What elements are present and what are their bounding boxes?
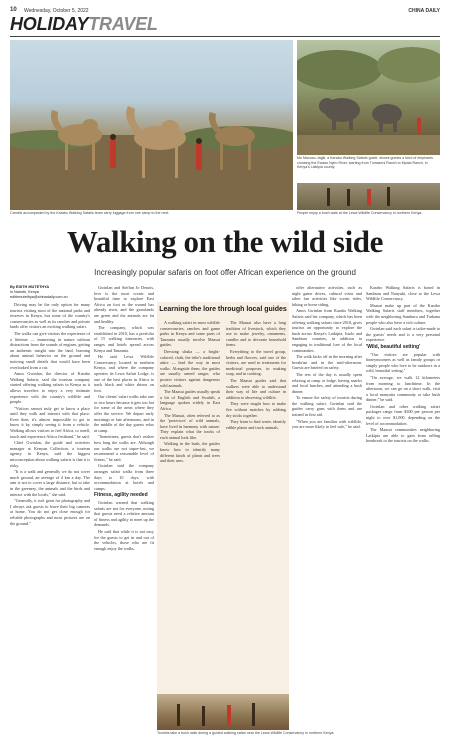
- wild-setting-subheading: 'Wild, beautiful setting': [366, 343, 421, 350]
- bush-walk-caption: People enjoy a bush walk at the Lewa Wildlife Conservancy in northern Kenya.: [297, 211, 423, 215]
- page-number: 10: [10, 7, 17, 13]
- sidebar-column-2: [226, 320, 286, 690]
- article-column-6: [366, 285, 440, 733]
- paragraph: The Maasai communities neighboring Laikipia are able to gain from selling beadwork to the tourists on the walks.: [366, 427, 440, 444]
- byline-location: in Nairobi, Kenya: [10, 289, 39, 294]
- newspaper-name: CHINA DAILY: [408, 8, 440, 14]
- byline-email: edithmutethya@chinadaily.com.cn: [10, 294, 68, 299]
- paragraph: They were taught how to make fire without matches by rubbing dry sticks together.: [226, 401, 286, 418]
- paragraph: "Sometimes, guests don't realize how long the walks are. Although our walks are not super-fast, we recommend a reasonable level of fitness," he said.: [94, 434, 154, 462]
- paragraph: The Maasai guides said that walkers were able to understand their way of life and culture in addition to observing wildlife.: [226, 377, 286, 400]
- byline-author: By EDITH MUTETHYA: [10, 285, 50, 289]
- paragraph: The Maasai also have a long tradition of livestock, which they use to make jewelry, ornaments, candles and to decorate household items.: [226, 320, 286, 348]
- paragraph: To ensure the safety of tourists during the walking safari, Gwinlan said the guides carry guns with them and are trained in first aid.: [292, 395, 362, 418]
- paragraph: "When you are familiar with wildlife, you are more likely to feel safe," he said.: [292, 418, 362, 430]
- paragraph: He said that while it is not easy for the guests to get in and out of the vehicles, those who are fit enough enjoy the walks.: [94, 528, 154, 551]
- camel-caravan-photo: [10, 40, 293, 210]
- section-title: [10, 14, 158, 35]
- paragraph: Maasai make up part of the Karabo Walking Safaris staff members, together with the neighboring Samburu and Turkana people who also have a rich culture.: [366, 302, 440, 325]
- paragraph: Walking in the bush, the guides know how to identify many different kinds of plants and trees and their uses.: [160, 441, 220, 464]
- paragraph: "Visitors cannot truly get to know a place until they walk and interact with that place. Even then, it's almost impossible to get to know it by simply seeing it from a vehicle. Walking allows visitors to feel Africa, to smell, touch and experience Africa firsthand," he said.: [10, 405, 90, 439]
- paragraph: Driving may be the only option for many tourists visiting most of the national parks and reserves in Kenya, but some of the country's conservancies as well as its ranches and private lands offer visitors an exciting walking safari.: [10, 302, 90, 330]
- sidebar-title: Learning the lore through local guides: [159, 306, 287, 313]
- paragraph: The walks can give visitors the experience of a lifetime — immersing in nature without distractions from the sounds of engines, getting an authentic insight into the land, learning about animal behavior on the ground and noticing small details that would have been overlooked from a car.: [10, 330, 90, 370]
- paragraph: Gwinlan said the company arranges safari walks from three days to 10 days, with accommodation at hotels and camps.: [94, 463, 154, 491]
- paragraph: The company, which was established in 2010, has a portfolio of 15 walking itineraries, with ranges and hotels spread across Kenya and Tanzania.: [94, 325, 154, 353]
- paragraph: "On average, we walk 12 kilometers from morning to lunchtime. In the afternoon, we can go on a short walk, visit a local manyatta community or take bush dinner," he said.: [366, 374, 440, 403]
- paragraph: Gwinlan and Steffan Jo Denois, love is the most scenic and beautiful time to explore East Africa on foot as the wound has already risen, and the grasslands are green and the animals are fat and healthy.: [94, 285, 154, 324]
- sidebar-photo: [157, 694, 289, 730]
- header-rule: [10, 36, 440, 37]
- issue-date: Wednesday, October 5, 2022: [24, 8, 89, 14]
- paragraph: Chief Gwinlan, the guide and activities manager at Kenyan Collection, a tourism agency in Kenya, said the biggest misconception about walking safaris is that it is risky.: [10, 440, 90, 468]
- article-column-5: [292, 285, 362, 733]
- article-column-2: [94, 285, 154, 733]
- paragraph: Dressing shuka — a bright-colored, cloth, the tribe's traditional attire — lead the way in most walks. Alongside them, the guides are usually armed ranger, who protect visitors against dangerous wild animals.: [160, 348, 220, 388]
- paragraph: Karabo Walking Safaris is based in Samburu and Nanyuki, close to the Lewa Wildlife Conservancy.: [366, 285, 440, 302]
- paragraph: "It is a walk and generally we do not cover much ground, an average of 4 km a day. The aim is not to cover a large distance, but to take in the greenery, the animals and the birds and interact with the locals," she said.: [10, 469, 90, 497]
- paragraph: They learn to find water, identify edible plants and track animals.: [226, 419, 286, 430]
- paragraph: The rest of the day is usually spent relaxing at camp or lodge, having snacks and local lunches, and attending a bush dinner.: [292, 371, 362, 394]
- byline: [10, 285, 90, 299]
- fitness-subheading: Fitness, agility needed: [94, 492, 148, 499]
- paragraph: The Maasai guides usually speak a bit of English and Swahili, a language spoken widely in East Africa.: [160, 389, 220, 411]
- article-column-1: [10, 302, 90, 732]
- bush-walk-illustration: [297, 183, 440, 210]
- paragraph: The walk kicks off in the morning after breakfast and in the mid-afternoon. Guests are briefed on safety.: [292, 354, 362, 371]
- paragraph: Everything to the travel group, herbs and flowers, said one of the visitors, are used in treatments for medicinal purposes, in making soap, and in cooking.: [226, 348, 286, 377]
- paragraph: Gwinlan said each safari is tailor-made to the guests' needs and is a very personal experience.: [366, 326, 440, 343]
- article-subhead: Increasingly popular safaris on foot offer African experience on the ground: [94, 268, 356, 277]
- paragraph: Amos Gwinlan from Karabo Walking Safaris said his company, which has been offering walking safaris since 2010, gives tourists an opportunity to explore the bush across Kenya's Laikipia, Isiolo and Samburu counties, in addition to engaging in traditional lore of the local communities.: [292, 308, 362, 353]
- sidebar-column-1: [160, 320, 220, 690]
- sidebar-walk-illustration: [157, 694, 289, 730]
- elephant-herd-photo: [297, 40, 440, 155]
- sidebar-photo-caption: Tourists take a bush walk during a guided walking safari near the Lewa Wildlife Conservancy in northern Kenya.: [157, 731, 335, 735]
- paragraph: Gwinlan and other walking safari packages range from $300 per person per night to over $1,000, depending on the level of accommodation.: [366, 403, 440, 426]
- section-title-travel: TRAVEL: [88, 14, 158, 34]
- paragraph: offer alternative activities, such as night game drives, cultural visits and other fun activities like scenic rides, hiking or horse riding.: [292, 285, 362, 307]
- section-title-holiday: HOLIDAY: [10, 14, 89, 34]
- paragraph: Our clients' safari walks take one or two hours because it gets too hot for some of the areas where they offer the service. We depart early mornings or late afternoons, and in the middle of the day guests relax at camp.: [94, 394, 154, 433]
- paragraph: He said Lewa Wildlife Conservancy, located in northern Kenya, and where the company operates its Lewa Safari Lodge, is one of the best places in Africa to track black and white rhinos on foot.: [94, 354, 154, 393]
- elephant-photo-caption: Mo Mavuso-Jaglit, a Karabo Walking Safaris guide, shows guests a herd of elephants crossing the Ewaso Nyiro River, starting from Tumaseni Ranch to Mpala Ranch, in Kenya's Laikipia county.: [297, 156, 433, 170]
- paragraph: A walking safari in most wildlife conservancies, ranches and game parks in Kenya and some parts of Tanzania usually involve Maasai guides.: [160, 320, 220, 348]
- paragraph: "Generally, it isn't great for photography and I always ask guests to leave their big cameras at home. You do not get close enough for reliable photographs and most pictures are on the ground.": [10, 498, 90, 526]
- bush-walk-photo: [297, 183, 440, 210]
- paragraph: The Maasai, often referred to as the 'protectors' of wild animals, have lived in harmony with nature. They explain what the tracks of each animal look like.: [160, 412, 220, 440]
- elephant-illustration: [297, 40, 440, 155]
- paragraph: Amos Gwinlan, the director of Karabo Walking Safaris, said the tourism company started offering walking safaris in Kenya as it allows travelers to enjoy a very intimate experience with the country's wildlife and people.: [10, 371, 90, 405]
- paragraph: Gwinlan warned that walking safaris are not for everyone, noting that guests need a relative amount of fitness and agility to meet up the demands.: [94, 499, 154, 528]
- camel-caravan-illustration: [10, 40, 293, 210]
- paragraph: "Our visitors are popular with honeymooners as well as family groups or simply people who love to be outdoors in a wild, beautiful setting.": [366, 351, 440, 374]
- main-photo-caption: Camels accompanied by the Karabo Walking Safaris team carry luggage from one camp to the next.: [10, 211, 170, 215]
- article-headline: Walking on the wild side: [67, 224, 383, 259]
